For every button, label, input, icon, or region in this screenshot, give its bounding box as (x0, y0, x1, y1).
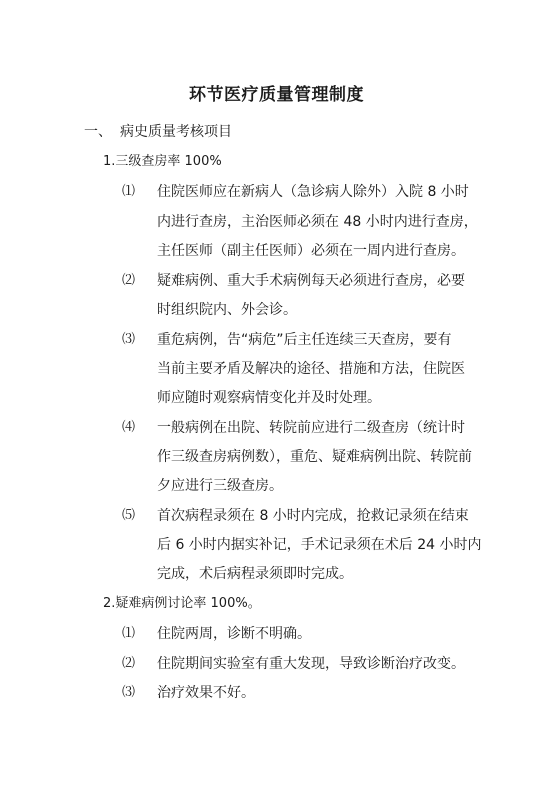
document-title: 环节医疗质量管理制度 (189, 85, 364, 105)
item-line: 重危病例，告“病危”后主任连续三天查房，要有 (157, 332, 452, 348)
section-heading: 病史质量考核项目 (120, 124, 232, 140)
item-number: ⑶ (122, 332, 136, 347)
section-number: 一、 (84, 124, 112, 140)
item-line: 住院医师应在新病人（急诊病人除外）入院 8 小时 (157, 184, 469, 200)
item-line: 内进行查房，主治医师必须在 48 小时内进行查房， (157, 214, 478, 230)
item-line: 住院期间实验室有重大发现，导致诊断治疗改变。 (157, 656, 465, 672)
item-line: 时组织院内、外会诊。 (157, 302, 297, 318)
item-line: 当前主要矛盾及解决的途径、措施和方法，住院医 (157, 361, 465, 377)
item-number: ⑸ (122, 508, 136, 523)
item-number: ⑷ (122, 420, 136, 435)
item-line: 后 6 小时内据实补记，手术记录须在术后 24 小时内 (157, 537, 482, 553)
item-line: 主任医师（副主任医师）必须在一周内进行查房。 (157, 243, 465, 259)
item-number: ⑴ (122, 626, 136, 641)
item-line: 首次病程录须在 8 小时内完成，抢救记录须在结束 (157, 508, 469, 524)
item-line: 完成，术后病程录须即时完成。 (157, 566, 353, 582)
item-line: 一般病例在出院、转院前应进行二级查房（统计时 (157, 420, 465, 436)
subsection-heading: 2.疑难病例讨论率 100%。 (103, 596, 261, 611)
subsection-heading: 1.三级查房率 100% (103, 154, 222, 169)
item-number: ⑵ (122, 656, 136, 671)
item-line: 住院两周，诊断不明确。 (157, 626, 311, 642)
item-line: 疑难病例、重大手术病例每天必须进行查房，必要 (157, 273, 465, 289)
item-line: 治疗效果不好。 (157, 685, 255, 701)
item-number: ⑶ (122, 685, 136, 700)
item-line: 夕应进行三级查房。 (157, 478, 283, 494)
item-line: 作三级查房病例数），重危、疑难病例出院、转院前 (157, 449, 472, 465)
item-number: ⑴ (122, 184, 136, 199)
item-number: ⑵ (122, 273, 136, 288)
item-line: 师应随时观察病情变化并及时处理。 (157, 390, 381, 406)
